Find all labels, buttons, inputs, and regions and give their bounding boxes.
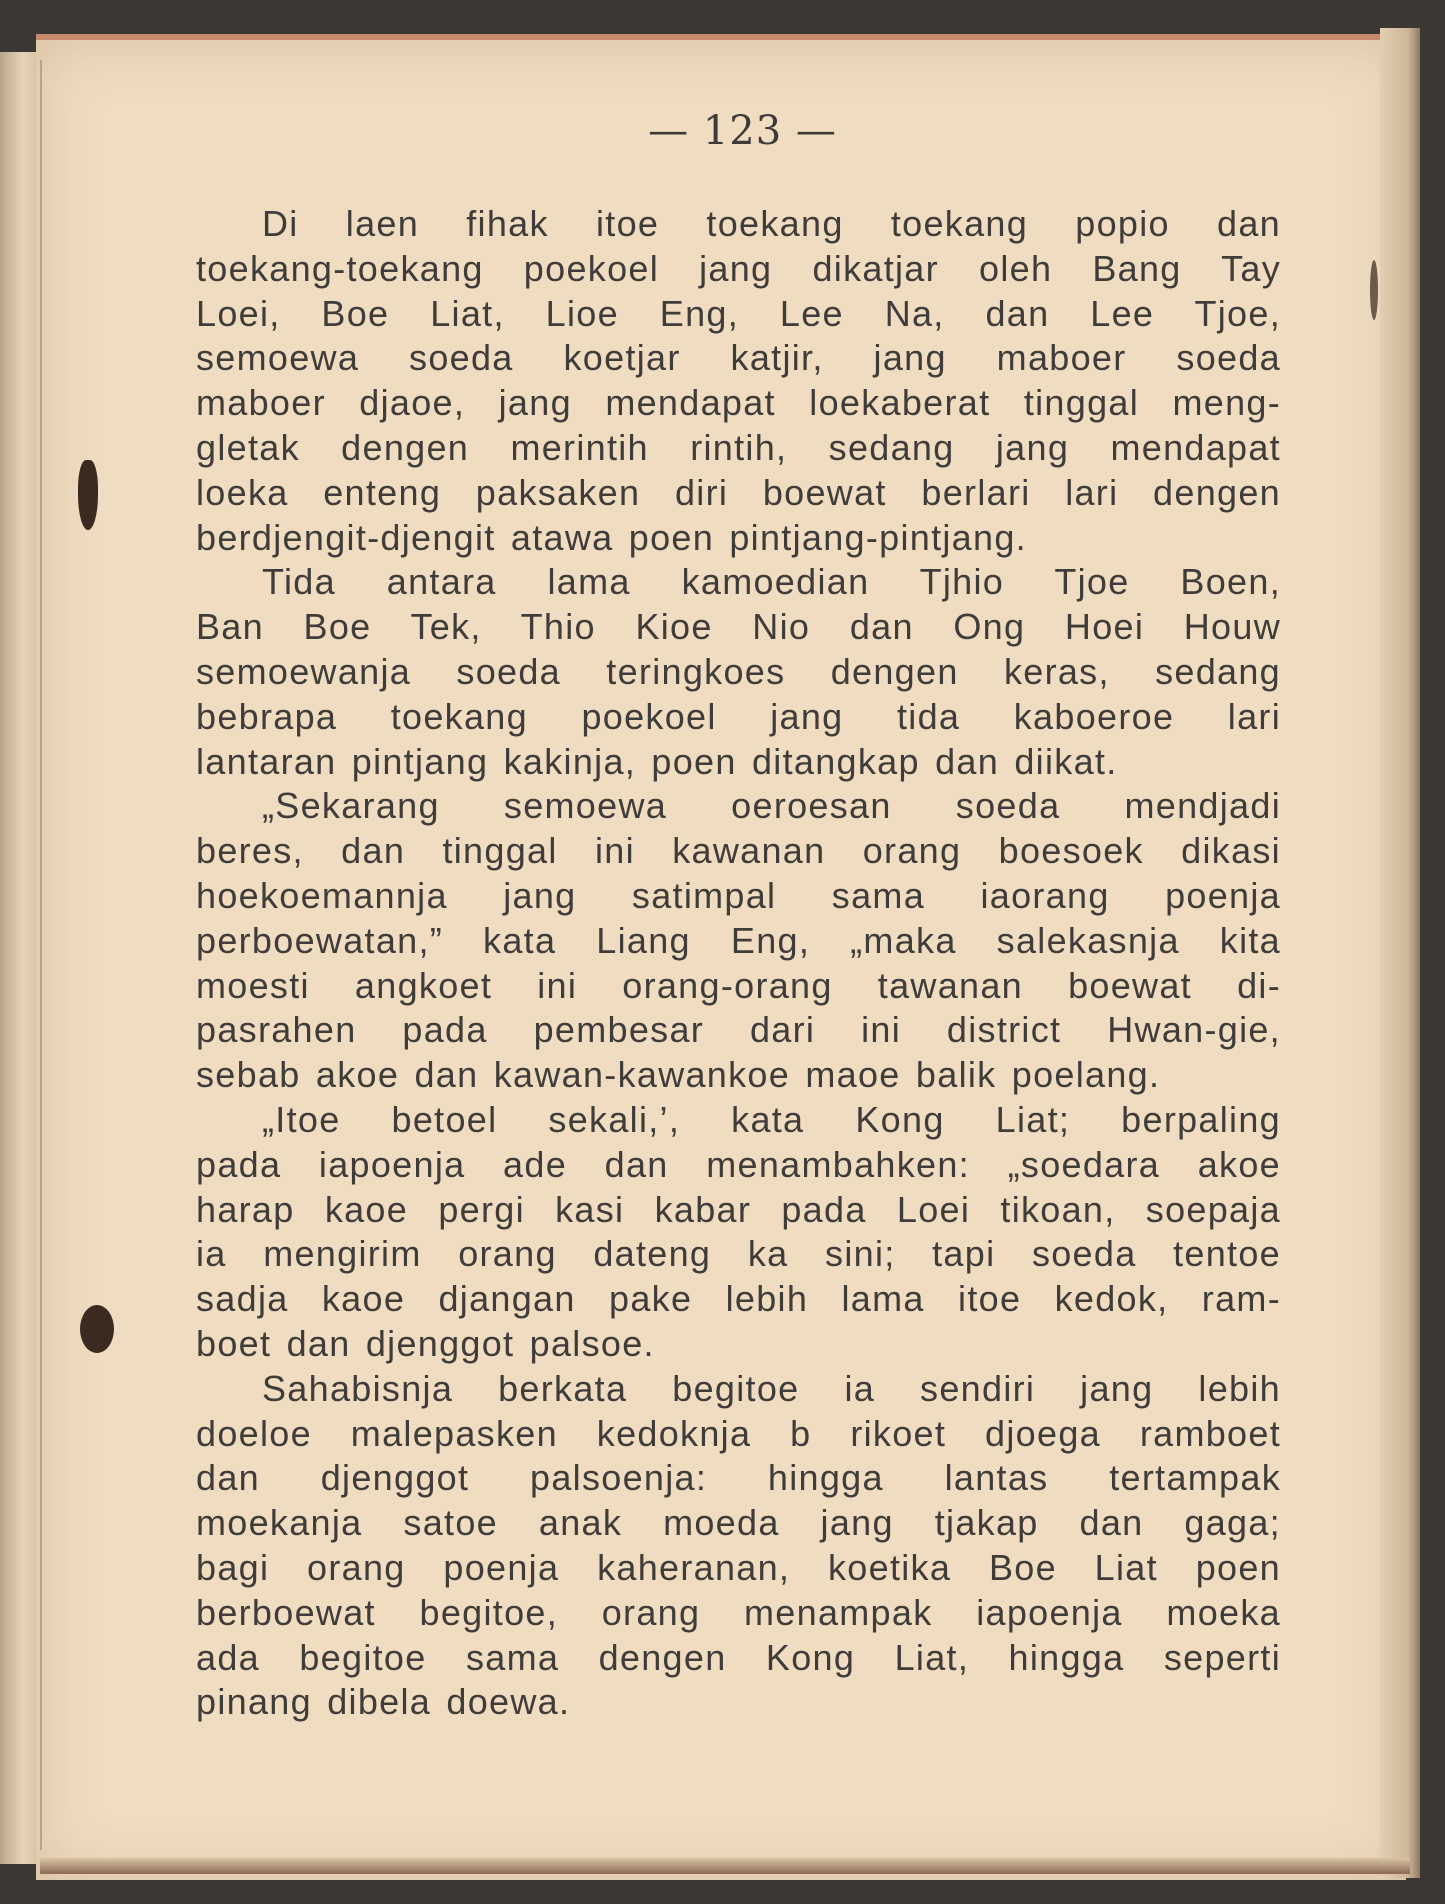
ink-stain bbox=[80, 1305, 114, 1353]
text-line: sadja kaoe djangan pake lebih lama itoe kedok, ram- bbox=[196, 1278, 1281, 1320]
text-line: bagi orang poenja kaheranan, koetika Boe Liat poen bbox=[196, 1546, 1281, 1588]
text-line: gletak dengen merintih rintih, sedang jang mendapat bbox=[196, 426, 1281, 468]
text-line: berdjengit-djengit atawa poen pintjang-pintjang. bbox=[196, 516, 1027, 558]
text-line: loeka enteng paksaken diri boewat berlari lari dengen bbox=[196, 471, 1281, 513]
bottom-page-edge bbox=[40, 1858, 1410, 1874]
text-line: doeloe malepasken kedoknja b rikoet djoega ramboet bbox=[196, 1412, 1281, 1454]
text-line: moekanja satoe anak moeda jang tjakap dan gaga; bbox=[196, 1502, 1281, 1544]
text-line: perboewatan,” kata Liang Eng, „maka salekasnja kita bbox=[196, 919, 1281, 961]
text-line: bebrapa toekang poekoel jang tida kaboeroe lari bbox=[196, 695, 1281, 737]
text-line: boet dan djenggot palsoe. bbox=[196, 1322, 655, 1364]
text-line: pada iapoenja ade dan menambahken: „soedara akoe bbox=[196, 1143, 1281, 1185]
text-line: harap kaoe pergi kasi kabar pada Loei tikoan, soepaja bbox=[196, 1188, 1281, 1230]
text-line: lantaran pintjang kakinja, poen ditangkap dan diikat. bbox=[196, 740, 1118, 782]
text-line: Sahabisnja berkata begitoe ia sendiri jang lebih bbox=[262, 1367, 1281, 1409]
text-line: „Sekarang semoewa oeroesan soeda mendjadi bbox=[262, 785, 1281, 827]
text-line: Tida antara lama kamoedian Tjhio Tjoe Boen, bbox=[262, 561, 1281, 603]
text-line: pinang dibela doewa. bbox=[196, 1681, 571, 1723]
text-line: maboer djaoe, jang mendapat loekaberat tinggal meng- bbox=[196, 382, 1281, 424]
text-line: ada begitoe sama dengen Kong Liat, hingga seperti bbox=[196, 1636, 1281, 1678]
text-line: „Itoe betoel sekali,’, kata Kong Liat; berpaling bbox=[262, 1098, 1281, 1140]
text-line: dan djenggot palsoenja: hingga lantas tertampak bbox=[196, 1457, 1281, 1499]
text-line: beres, dan tinggal ini kawanan orang boesoek dikasi bbox=[196, 830, 1281, 872]
text-line: Loei, Boe Liat, Lioe Eng, Lee Na, dan Lee Tjoe, bbox=[196, 292, 1281, 334]
text-line: semoewa soeda koetjar katjir, jang maboer soeda bbox=[196, 337, 1281, 379]
page-mark bbox=[1370, 260, 1378, 320]
text-line: semoewanja soeda teringkoes dengen keras, sedang bbox=[196, 650, 1281, 692]
text-line: berboewat begitoe, orang menampak iapoenja moeka bbox=[196, 1591, 1281, 1633]
text-line: Ban Boe Tek, Thio Kioe Nio dan Ong Hoei Houw bbox=[196, 606, 1281, 648]
text-line: hoekoemannja jang satimpal sama iaorang poenja bbox=[196, 874, 1281, 916]
binding-line bbox=[40, 60, 42, 1850]
body-text bbox=[196, 202, 1281, 1725]
text-line: ia mengirim orang dateng ka sini; tapi soeda tentoe bbox=[196, 1233, 1281, 1275]
ink-stain bbox=[78, 460, 98, 530]
page-number: — 123 — bbox=[648, 108, 837, 154]
text-line: sebab akoe dan kawan-kawankoe maoe balik poelang. bbox=[196, 1054, 1161, 1096]
left-page-edge bbox=[0, 52, 38, 1864]
text-line: moesti angkoet ini orang-orang tawanan boewat di- bbox=[196, 964, 1281, 1006]
text-line: pasrahen pada pembesar dari ini district Hwan-gie, bbox=[196, 1009, 1281, 1051]
text-line: toekang-toekang poekoel jang dikatjar oleh Bang Tay bbox=[196, 247, 1281, 289]
text-line: Di laen fihak itoe toekang toekang popio dan bbox=[262, 203, 1281, 244]
right-page-edge bbox=[1380, 28, 1420, 1878]
